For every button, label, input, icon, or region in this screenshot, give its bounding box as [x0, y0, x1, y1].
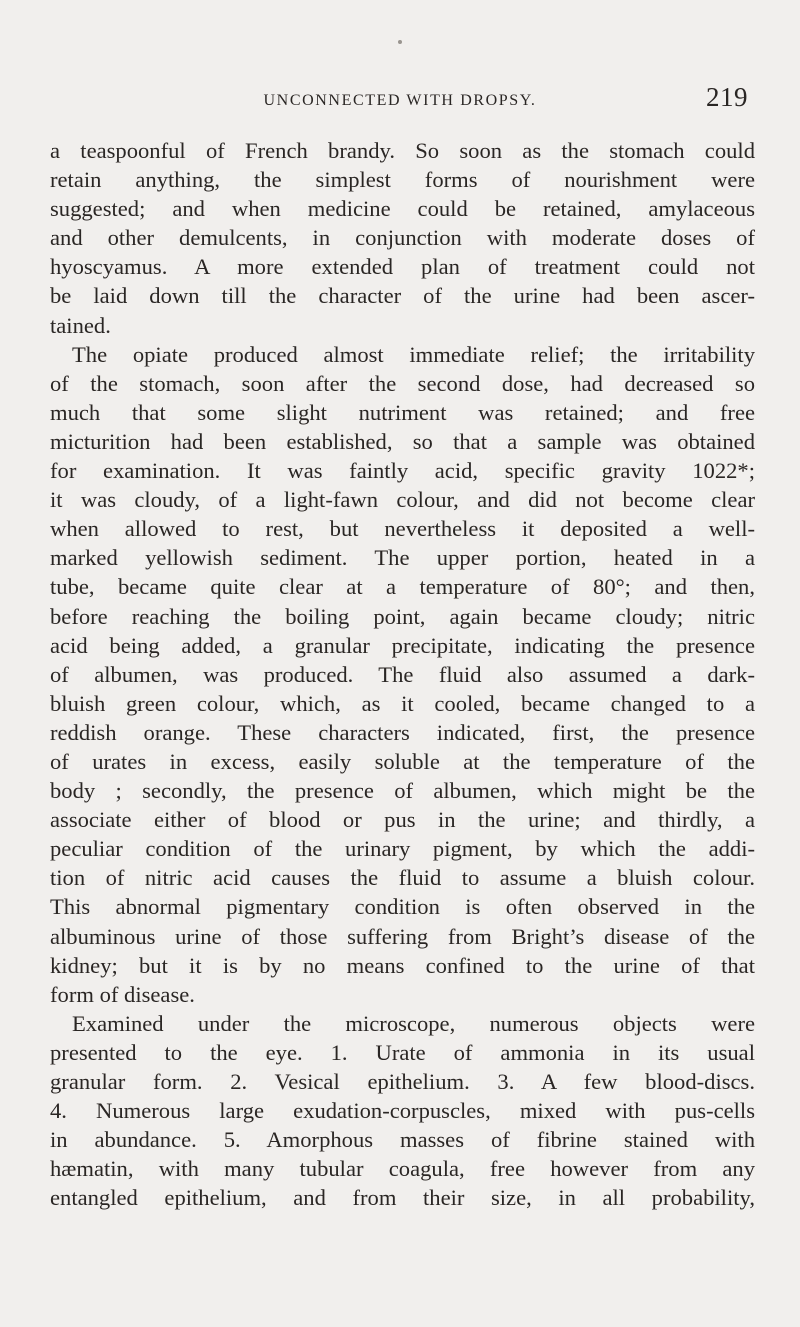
- text-line: bluish green colour, which, as it cooled, became changed to a: [50, 690, 755, 716]
- text-line: peculiar condition of the urinary pigment, by which the addi-: [50, 836, 755, 862]
- text-line: of albumen, was produced. The fluid also assumed a dark-: [50, 661, 755, 687]
- text-line: granular form. 2. Vesical epithelium. 3. A few blood-discs.: [50, 1069, 755, 1094]
- paragraph-end-line: tained.: [50, 312, 111, 338]
- printer-mark: [398, 40, 402, 44]
- text-line: it was cloudy, of a light-fawn colour, and did not become clear: [50, 487, 755, 513]
- text-line: hyoscyamus. A more extended plan of treatment could not: [50, 254, 755, 280]
- text-line: entangled epithelium, and from their size, in all probability,: [50, 1185, 755, 1211]
- text-line: kidney; but it is by no means confined to the urine of that: [50, 952, 755, 978]
- text-line: tube, became quite clear at a temperature of 80°; and then,: [50, 574, 755, 600]
- running-head: [52, 82, 748, 116]
- text-line: in abundance. 5. Amorphous masses of fibrine stained with: [50, 1127, 755, 1153]
- text-line: presented to the eye. 1. Urate of ammonia in its usual: [50, 1039, 755, 1065]
- text-line: marked yellowish sediment. The upper portion, heated in a: [50, 545, 755, 571]
- text-line: of urates in excess, easily soluble at the temperature of the: [50, 748, 755, 774]
- text-line: tion of nitric acid causes the fluid to assume a bluish colour.: [50, 865, 755, 891]
- text-line: body ; secondly, the presence of albumen, which might be the: [50, 778, 755, 804]
- text-line: a teaspoonful of French brandy. So soon as the stomach could: [50, 138, 755, 163]
- text-line: much that some slight nutriment was retained; and free: [50, 399, 755, 425]
- text-line: 4. Numerous large exudation-corpuscles, mixed with pus-cells: [50, 1098, 755, 1124]
- text-line: of the stomach, soon after the second dose, had decreased so: [50, 370, 755, 396]
- body-text: [50, 136, 755, 1212]
- text-line: suggested; and when medicine could be retained, amylaceous: [50, 196, 755, 222]
- text-line: be laid down till the character of the urine had been ascer-: [50, 283, 755, 309]
- text-line: when allowed to rest, but nevertheless it deposited a well-: [50, 516, 755, 542]
- text-line: before reaching the boiling point, again became cloudy; nitric: [50, 603, 755, 629]
- paragraph-end-line: form of disease.: [50, 981, 195, 1007]
- paragraph-first-line: Examined under the microscope, numerous objects were: [72, 1010, 755, 1036]
- text-line: micturition had been established, so that a sample was obtained: [50, 428, 755, 454]
- paragraph-first-line: The opiate produced almost immediate relief; the irritability: [72, 341, 755, 367]
- running-title: UNCONNECTED WITH DROPSY.: [263, 92, 537, 109]
- text-line: reddish orange. These characters indicated, first, the presence: [50, 719, 755, 745]
- text-line: and other demulcents, in conjunction with moderate doses of: [50, 225, 755, 251]
- page-number: 219: [706, 82, 748, 112]
- text-line: for examination. It was faintly acid, specific gravity 1022*;: [50, 458, 755, 484]
- text-line: hæmatin, with many tubular coagula, free however from any: [50, 1156, 755, 1182]
- text-line: albuminous urine of those suffering from Bright’s disease of the: [50, 923, 755, 949]
- text-line: This abnormal pigmentary condition is often observed in the: [50, 894, 755, 920]
- text-line: acid being added, a granular precipitate, indicating the presence: [50, 632, 755, 658]
- text-line: associate either of blood or pus in the urine; and thirdly, a: [50, 807, 755, 833]
- text-line: retain anything, the simplest forms of nourishment were: [50, 167, 755, 193]
